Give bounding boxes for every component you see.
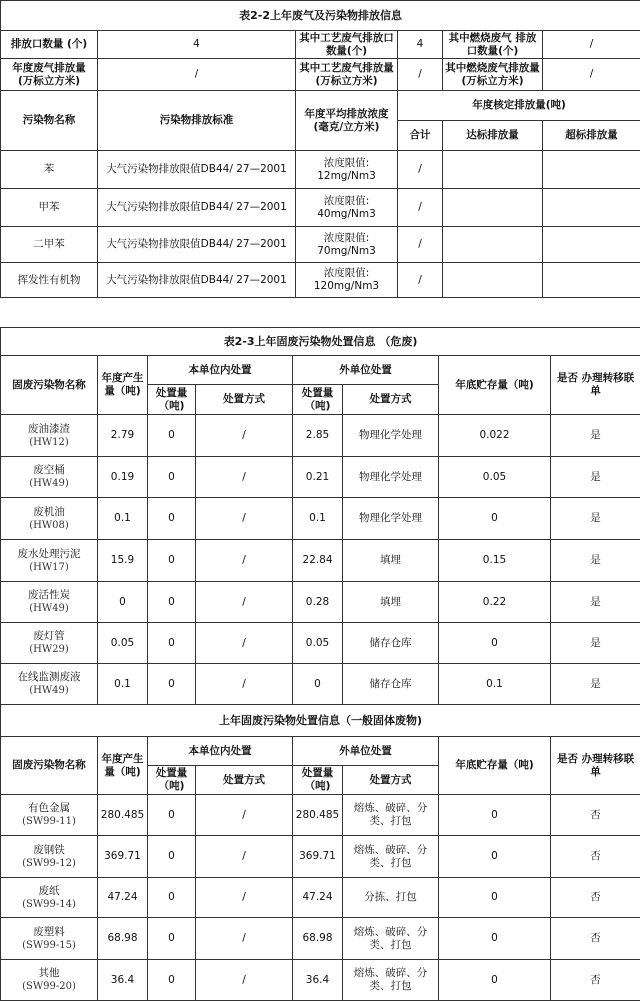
internal-method-header: 处置方式 xyxy=(196,766,293,795)
approved-total: / xyxy=(398,189,443,227)
pollutant-standard: 大气污染物排放限值DB44/ 27—2001 xyxy=(98,151,296,189)
internal-qty: 0 xyxy=(148,540,196,582)
storage-amount: 0 xyxy=(439,795,551,836)
pollutant-name: 二甲苯 xyxy=(1,227,98,263)
storage-amount: 0 xyxy=(439,623,551,664)
table-row xyxy=(1,623,640,664)
external-method: 熔炼、破碎、分类、打包 xyxy=(343,836,439,878)
pollutant-header: 污染物名称 xyxy=(1,91,98,151)
external-qty: 68.98 xyxy=(293,918,343,960)
annual-amount: 0.1 xyxy=(98,664,148,705)
external-qty: 0.1 xyxy=(293,498,343,540)
internal-method-header: 处置方式 xyxy=(196,385,293,415)
external-method: 填埋 xyxy=(343,582,439,623)
waste-name: 废塑料 (SW99-15) xyxy=(1,918,98,960)
transfer-status: 是 xyxy=(551,582,640,623)
storage-amount: 0.05 xyxy=(439,457,551,498)
external-qty: 22.84 xyxy=(293,540,343,582)
transfer-status: 是 xyxy=(551,415,640,457)
external-method: 分拣、打包 xyxy=(343,878,439,918)
table-row xyxy=(1,664,640,705)
pollutant-standard: 大气污染物排放限值DB44/ 27—2001 xyxy=(98,227,296,263)
storage-amount: 0 xyxy=(439,918,551,960)
internal-qty: 0 xyxy=(148,457,196,498)
external-disposal-header: 外单位处置 xyxy=(293,737,439,766)
transfer-status: 否 xyxy=(551,795,640,836)
table-row xyxy=(1,189,640,227)
waste-name: 废空桶 (HW49) xyxy=(1,457,98,498)
waste-name: 在线监测废液 (HW49) xyxy=(1,664,98,705)
external-disposal-header: 外单位处置 xyxy=(293,356,439,385)
storage-amount: 0 xyxy=(439,960,551,1001)
waste-name: 废灯管 (HW29) xyxy=(1,623,98,664)
combustion-emission-value: / xyxy=(543,59,640,91)
annual-amount: 15.9 xyxy=(98,540,148,582)
annual-amount: 0.05 xyxy=(98,623,148,664)
pollutant-standard: 大气污染物排放限值DB44/ 27—2001 xyxy=(98,263,296,298)
storage-amount: 0 xyxy=(439,878,551,918)
external-method: 熔炼、破碎、分类、打包 xyxy=(343,918,439,960)
storage-header: 年底贮存量（吨) xyxy=(439,356,551,415)
external-qty: 280.485 xyxy=(293,795,343,836)
external-method-header: 处置方式 xyxy=(343,385,439,415)
internal-qty: 0 xyxy=(148,960,196,1001)
transfer-status: 是 xyxy=(551,540,640,582)
external-method: 物理化学处理 xyxy=(343,498,439,540)
approved-excess xyxy=(543,227,640,263)
table-row xyxy=(1,151,640,189)
pollutant-standard: 大气污染物排放限值DB44/ 27—2001 xyxy=(98,189,296,227)
process-emission-value: / xyxy=(398,59,443,91)
internal-method: / xyxy=(196,415,293,457)
external-qty: 0 xyxy=(293,664,343,705)
total-header: 合计 xyxy=(398,121,443,151)
annual-amount: 0.19 xyxy=(98,457,148,498)
waste-name: 其他 (SW99-20) xyxy=(1,960,98,1001)
emission-table xyxy=(0,0,640,298)
combustion-emission-label: 其中燃烧废气排放量 (万标立方米) xyxy=(443,59,543,91)
internal-method: / xyxy=(196,498,293,540)
table-row xyxy=(1,878,640,918)
approved-compliant xyxy=(443,227,543,263)
table-row xyxy=(1,457,640,498)
name-header: 固废污染物名称 xyxy=(1,737,98,795)
table-row xyxy=(1,918,640,960)
table-row xyxy=(1,227,640,263)
table-row xyxy=(1,415,640,457)
pollutant-name: 甲苯 xyxy=(1,189,98,227)
transfer-status: 否 xyxy=(551,960,640,1001)
internal-qty: 0 xyxy=(148,878,196,918)
storage-header: 年底贮存量（吨) xyxy=(439,737,551,795)
internal-method: / xyxy=(196,918,293,960)
internal-qty: 0 xyxy=(148,498,196,540)
internal-qty-header: 处置量（吨) xyxy=(148,385,196,415)
waste-name: 有色金属 (SW99-11) xyxy=(1,795,98,836)
process-emission-label: 其中工艺废气排放量 (万标立方米) xyxy=(296,59,398,91)
external-qty-header: 处置量（吨) xyxy=(293,766,343,795)
storage-amount: 0.022 xyxy=(439,415,551,457)
transfer-status: 否 xyxy=(551,918,640,960)
storage-amount: 0 xyxy=(439,836,551,878)
annual-amount: 47.24 xyxy=(98,878,148,918)
approved-compliant xyxy=(443,263,543,298)
transfer-status: 是 xyxy=(551,498,640,540)
process-outlet-label: 其中工艺废气排放口数量(个) xyxy=(296,31,398,59)
annual-emission-value: / xyxy=(98,59,296,91)
combustion-outlet-label: 其中燃烧废气 排放口数量(个) xyxy=(443,31,543,59)
external-method-header: 处置方式 xyxy=(343,766,439,795)
annual-amount: 0.1 xyxy=(98,498,148,540)
transfer-status: 否 xyxy=(551,836,640,878)
name-header: 固废污染物名称 xyxy=(1,356,98,415)
standard-header: 污染物排放标准 xyxy=(98,91,296,151)
approved-excess xyxy=(543,151,640,189)
external-qty: 369.71 xyxy=(293,836,343,878)
process-outlet-value: 4 xyxy=(398,31,443,59)
table-row xyxy=(1,263,640,298)
approved-compliant xyxy=(443,189,543,227)
transfer-header: 是否 办理转移联单 xyxy=(551,356,640,415)
external-method: 储存仓库 xyxy=(343,664,439,705)
table-row xyxy=(1,836,640,878)
external-qty: 47.24 xyxy=(293,878,343,918)
table-row xyxy=(1,498,640,540)
internal-method: / xyxy=(196,878,293,918)
approved-total: / xyxy=(398,151,443,189)
table-row xyxy=(1,540,640,582)
approved-compliant xyxy=(443,151,543,189)
external-method: 物理化学处理 xyxy=(343,457,439,498)
waste-name: 废水处理污泥 (HW17) xyxy=(1,540,98,582)
annual-amount: 68.98 xyxy=(98,918,148,960)
storage-amount: 0.22 xyxy=(439,582,551,623)
waste-name: 废钢铁 (SW99-12) xyxy=(1,836,98,878)
hazardous-table-title: 表2-3上年固废污染物处置信息 （危废) xyxy=(1,328,640,356)
external-qty: 0.05 xyxy=(293,623,343,664)
internal-qty: 0 xyxy=(148,664,196,705)
internal-qty-header: 处置量（吨) xyxy=(148,766,196,795)
approved-excess xyxy=(543,189,640,227)
internal-method: / xyxy=(196,623,293,664)
internal-qty: 0 xyxy=(148,836,196,878)
external-method: 熔炼、破碎、分类、打包 xyxy=(343,795,439,836)
hazardous-waste-table xyxy=(0,327,640,1001)
table-row xyxy=(1,582,640,623)
annual-emission-label: 年度废气排放量 (万标立方米) xyxy=(1,59,98,91)
table-row xyxy=(1,960,640,1001)
compliant-header: 达标排放量 xyxy=(443,121,543,151)
annual-header: 年度产生量（吨) xyxy=(98,356,148,415)
concentration-limit: 浓度限值: 70mg/Nm3 xyxy=(296,227,398,263)
annual-amount: 2.79 xyxy=(98,415,148,457)
external-method: 熔炼、破碎、分类、打包 xyxy=(343,960,439,1001)
internal-method: / xyxy=(196,795,293,836)
excess-header: 超标排放量 xyxy=(543,121,640,151)
internal-disposal-header: 本单位内处置 xyxy=(148,737,293,766)
annual-header: 年度产生量（吨) xyxy=(98,737,148,795)
approved-total: / xyxy=(398,263,443,298)
annual-amount: 369.71 xyxy=(98,836,148,878)
internal-qty: 0 xyxy=(148,582,196,623)
concentration-header: 年度平均排放浓度 (毫克/立方米) xyxy=(296,91,398,151)
annual-amount: 0 xyxy=(98,582,148,623)
waste-name: 废机油 (HW08) xyxy=(1,498,98,540)
concentration-limit: 浓度限值: 120mg/Nm3 xyxy=(296,263,398,298)
approved-excess xyxy=(543,263,640,298)
waste-name: 废活性炭 (HW49) xyxy=(1,582,98,623)
external-qty: 2.85 xyxy=(293,415,343,457)
internal-method: / xyxy=(196,457,293,498)
external-method: 物理化学处理 xyxy=(343,415,439,457)
internal-method: / xyxy=(196,836,293,878)
table-row xyxy=(1,795,640,836)
storage-amount: 0.1 xyxy=(439,664,551,705)
external-method: 填埋 xyxy=(343,540,439,582)
external-qty: 0.28 xyxy=(293,582,343,623)
annual-amount: 36.4 xyxy=(98,960,148,1001)
annual-amount: 280.485 xyxy=(98,795,148,836)
storage-amount: 0 xyxy=(439,498,551,540)
waste-name: 废纸 (SW99-14) xyxy=(1,878,98,918)
external-method: 储存仓库 xyxy=(343,623,439,664)
transfer-status: 是 xyxy=(551,623,640,664)
outlet-count-label: 排放口数量 (个) xyxy=(1,31,98,59)
internal-qty: 0 xyxy=(148,795,196,836)
waste-name: 废油漆渣 (HW12) xyxy=(1,415,98,457)
general-waste-table-title: 上年固废污染物处置信息（一般固体废物) xyxy=(1,705,640,737)
pollutant-name: 挥发性有机物 xyxy=(1,263,98,298)
concentration-limit: 浓度限值: 40mg/Nm3 xyxy=(296,189,398,227)
transfer-status: 否 xyxy=(551,878,640,918)
internal-disposal-header: 本单位内处置 xyxy=(148,356,293,385)
internal-method: / xyxy=(196,664,293,705)
approved-header: 年度核定排放量(吨) xyxy=(398,91,640,121)
internal-qty: 0 xyxy=(148,918,196,960)
emission-table-title: 表2-2上年废气及污染物排放信息 xyxy=(1,1,640,31)
internal-method: / xyxy=(196,582,293,623)
storage-amount: 0.15 xyxy=(439,540,551,582)
concentration-limit: 浓度限值: 12mg/Nm3 xyxy=(296,151,398,189)
transfer-status: 是 xyxy=(551,664,640,705)
internal-method: / xyxy=(196,960,293,1001)
internal-method: / xyxy=(196,540,293,582)
external-qty: 0.21 xyxy=(293,457,343,498)
transfer-status: 是 xyxy=(551,457,640,498)
internal-qty: 0 xyxy=(148,415,196,457)
pollutant-name: 苯 xyxy=(1,151,98,189)
outlet-count-value: 4 xyxy=(98,31,296,59)
approved-total: / xyxy=(398,227,443,263)
internal-qty: 0 xyxy=(148,623,196,664)
external-qty: 36.4 xyxy=(293,960,343,1001)
combustion-outlet-value: / xyxy=(543,31,640,59)
transfer-header: 是否 办理转移联单 xyxy=(551,737,640,795)
external-qty-header: 处置量（吨) xyxy=(293,385,343,415)
